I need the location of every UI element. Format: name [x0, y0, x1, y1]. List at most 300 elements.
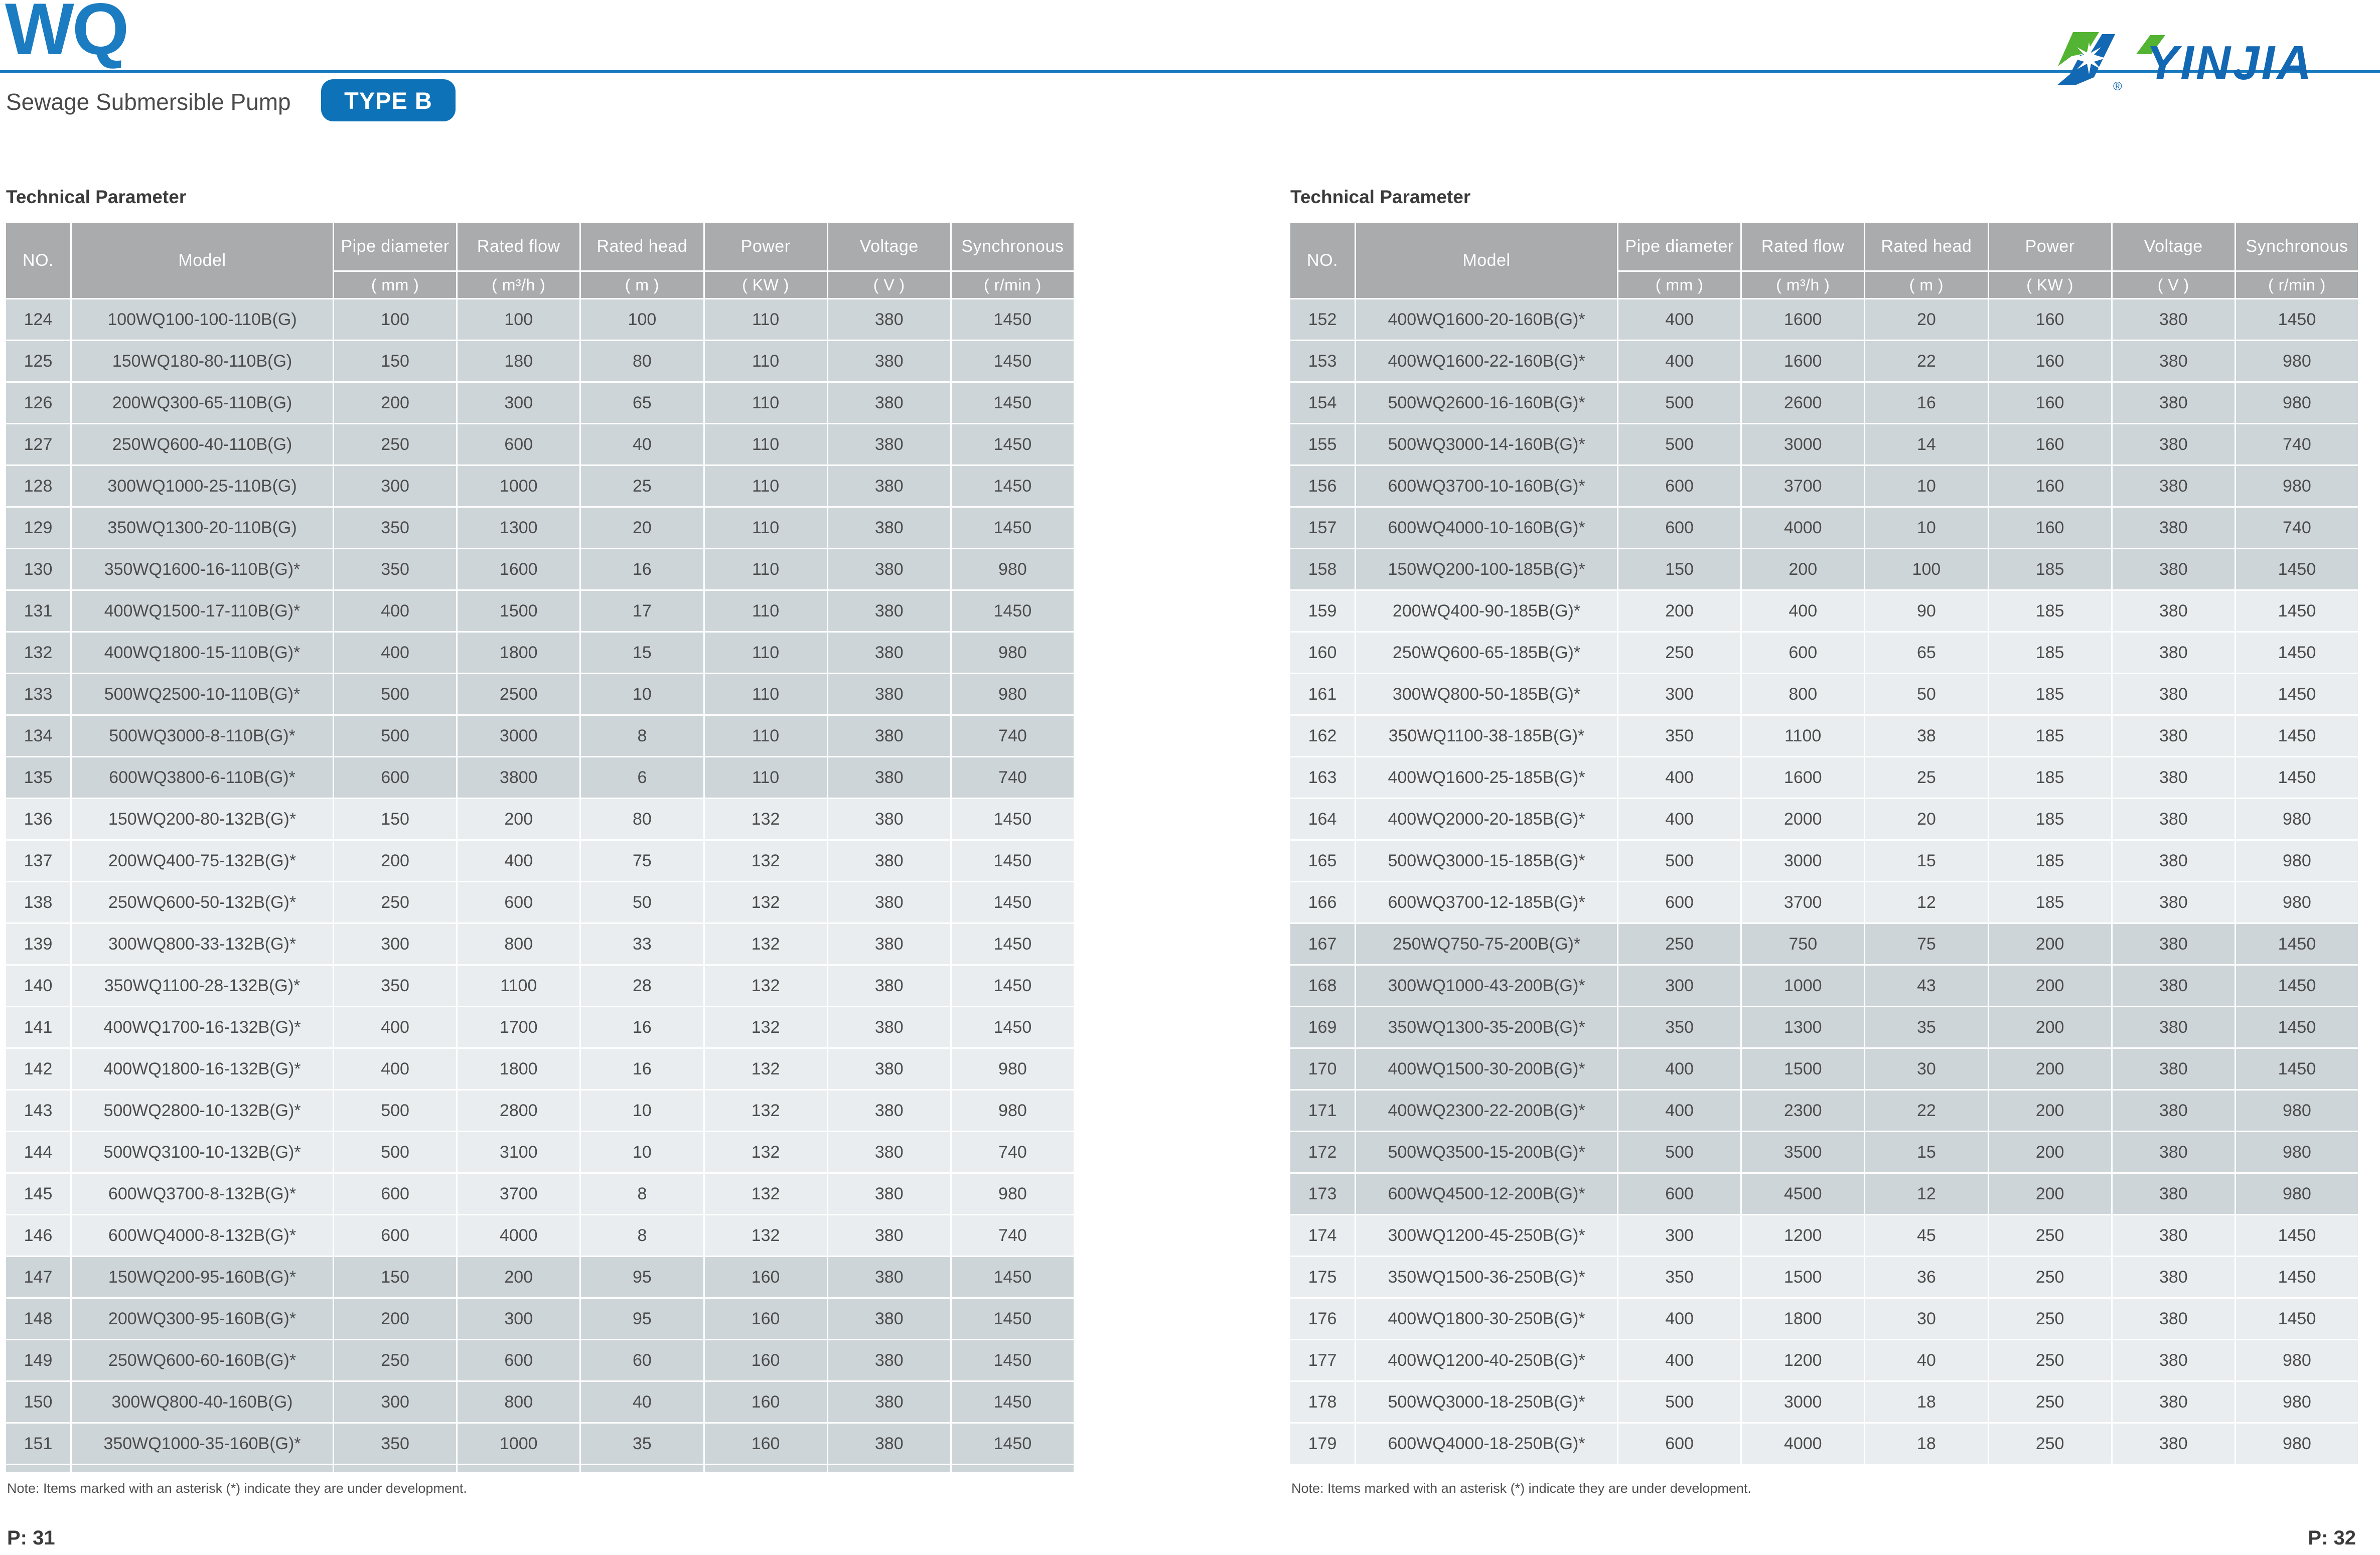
value-cell: 200 — [1989, 966, 2111, 1006]
value-cell: 980 — [952, 633, 1074, 673]
model-cell: 250WQ600-65-185B(G)* — [1356, 633, 1617, 673]
model-cell: 300WQ1000-43-200B(G)* — [1356, 966, 1617, 1006]
row-number-cell: 138 — [6, 882, 70, 922]
row-number-cell: 127 — [6, 424, 70, 464]
row-number-cell: 141 — [6, 1007, 70, 1047]
model-cell: 350WQ1300-35-200B(G)* — [1356, 1007, 1617, 1047]
value-cell: 300 — [458, 1299, 579, 1339]
value-cell: 22 — [1865, 341, 1987, 381]
value-cell: 400 — [1742, 591, 1864, 631]
row-number-cell: 134 — [6, 716, 70, 756]
value-cell: 200 — [334, 383, 456, 423]
row-number-cell: 172 — [1290, 1132, 1355, 1172]
value-cell: 380 — [2113, 674, 2235, 714]
value-cell: 10 — [581, 674, 703, 714]
value-cell: 380 — [2113, 591, 2235, 631]
value-cell: 1200 — [1742, 1340, 1864, 1380]
value-cell: 2500 — [458, 674, 579, 714]
col-header-power: Power — [1989, 223, 2111, 270]
value-cell: 3000 — [1742, 1382, 1864, 1422]
value-cell: 400 — [458, 841, 579, 881]
model-cell: 150WQ180-80-110B(G) — [72, 341, 333, 381]
value-cell: 400 — [1618, 757, 1740, 798]
value-cell: 1450 — [952, 424, 1074, 464]
value-cell: 185 — [1989, 716, 2111, 756]
value-cell: 95 — [581, 1299, 703, 1339]
row-number-cell: 158 — [1290, 549, 1355, 589]
value-cell: 300 — [334, 1382, 456, 1422]
value-cell: 350 — [1618, 1257, 1740, 1297]
row-number-cell: 178 — [1290, 1382, 1355, 1422]
value-cell: 380 — [828, 1091, 950, 1131]
row-number-cell: 148 — [6, 1299, 70, 1339]
value-cell: 400 — [1618, 299, 1740, 340]
value-cell: 110 — [705, 757, 827, 798]
value-cell: 740 — [952, 757, 1074, 798]
row-number-cell: 174 — [1290, 1215, 1355, 1256]
value-cell: 300 — [334, 924, 456, 964]
model-cell: 400WQ2300-22-200B(G)* — [1356, 1091, 1617, 1131]
row-number-cell: 144 — [6, 1132, 70, 1172]
value-cell: 35 — [1865, 1007, 1987, 1047]
value-cell: 3500 — [1742, 1132, 1864, 1172]
row-number-cell: 179 — [1290, 1424, 1355, 1464]
model-cell: 150WQ200-100-185B(G)* — [1356, 549, 1617, 589]
value-cell: 28 — [581, 966, 703, 1006]
value-cell: 132 — [705, 924, 827, 964]
value-cell: 185 — [1989, 882, 2111, 922]
value-cell: 380 — [2113, 383, 2235, 423]
value-cell: 20 — [581, 508, 703, 548]
registered-mark: ® — [2113, 80, 2122, 93]
value-cell: 1600 — [1742, 341, 1864, 381]
row-number-cell: 169 — [1290, 1007, 1355, 1047]
value-cell: 40 — [581, 424, 703, 464]
model-cell: 350WQ1000-35-160B(G)* — [72, 1424, 333, 1464]
value-cell: 500 — [334, 1132, 456, 1172]
value-cell: 1450 — [952, 1299, 1074, 1339]
row-number-cell: 160 — [1290, 633, 1355, 673]
value-cell: 150 — [334, 341, 456, 381]
row-number-cell: 171 — [1290, 1091, 1355, 1131]
value-cell: 380 — [2113, 1049, 2235, 1089]
value-cell: 185 — [1989, 549, 2111, 589]
value-cell: 380 — [2113, 341, 2235, 381]
clipped-row-cell — [458, 1465, 579, 1472]
value-cell: 10 — [581, 1091, 703, 1131]
value-cell: 1450 — [2236, 1007, 2358, 1047]
value-cell: 185 — [1989, 591, 2111, 631]
value-cell: 380 — [2113, 508, 2235, 548]
row-number-cell: 128 — [6, 466, 70, 506]
value-cell: 185 — [1989, 841, 2111, 881]
value-cell: 3000 — [1742, 424, 1864, 464]
value-cell: 12 — [1865, 1174, 1987, 1214]
value-cell: 132 — [705, 1215, 827, 1256]
right-section — [1290, 187, 2358, 1464]
value-cell: 980 — [952, 1174, 1074, 1214]
value-cell: 300 — [1618, 966, 1740, 1006]
value-cell: 380 — [2113, 1257, 2235, 1297]
value-cell: 500 — [1618, 841, 1740, 881]
model-cell: 500WQ2800-10-132B(G)* — [72, 1091, 333, 1131]
value-cell: 380 — [2113, 716, 2235, 756]
page-subtitle: Sewage Submersible Pump — [6, 89, 291, 115]
value-cell: 380 — [2113, 1091, 2235, 1131]
value-cell: 110 — [705, 633, 827, 673]
value-cell: 350 — [334, 966, 456, 1006]
value-cell: 1450 — [2236, 924, 2358, 964]
value-cell: 160 — [705, 1299, 827, 1339]
value-cell: 250 — [1989, 1215, 2111, 1256]
model-cell: 600WQ4500-12-200B(G)* — [1356, 1174, 1617, 1214]
value-cell: 200 — [1989, 1091, 2111, 1131]
model-cell: 600WQ3700-12-185B(G)* — [1356, 882, 1617, 922]
row-number-cell: 139 — [6, 924, 70, 964]
value-cell: 3000 — [458, 716, 579, 756]
unit-rated-flow: ( m³/h ) — [1742, 272, 1864, 298]
row-number-cell: 143 — [6, 1091, 70, 1131]
row-number-cell: 149 — [6, 1340, 70, 1380]
unit-power: ( KW ) — [1989, 272, 2111, 298]
value-cell: 1100 — [458, 966, 579, 1006]
value-cell: 1600 — [1742, 299, 1864, 340]
page-number: P: 32 — [2308, 1527, 2356, 1549]
model-cell: 300WQ800-40-160B(G) — [72, 1382, 333, 1422]
model-cell: 300WQ800-50-185B(G)* — [1356, 674, 1617, 714]
value-cell: 500 — [1618, 383, 1740, 423]
value-cell: 1450 — [952, 383, 1074, 423]
model-cell: 200WQ400-75-132B(G)* — [72, 841, 333, 881]
model-cell: 500WQ3500-15-200B(G)* — [1356, 1132, 1617, 1172]
parameters-table-right — [1290, 223, 2358, 1464]
value-cell: 380 — [2113, 424, 2235, 464]
value-cell: 380 — [828, 1424, 950, 1464]
value-cell: 35 — [581, 1424, 703, 1464]
value-cell: 160 — [705, 1382, 827, 1422]
value-cell: 200 — [1989, 924, 2111, 964]
value-cell: 380 — [2113, 966, 2235, 1006]
value-cell: 1450 — [2236, 757, 2358, 798]
value-cell: 110 — [705, 549, 827, 589]
value-cell: 1100 — [1742, 716, 1864, 756]
value-cell: 380 — [828, 508, 950, 548]
value-cell: 980 — [2236, 466, 2358, 506]
value-cell: 380 — [2113, 882, 2235, 922]
model-cell: 400WQ1600-22-160B(G)* — [1356, 341, 1617, 381]
row-number-cell: 164 — [1290, 799, 1355, 839]
value-cell: 1450 — [2236, 1049, 2358, 1089]
value-cell: 380 — [2113, 1340, 2235, 1380]
value-cell: 1450 — [952, 1007, 1074, 1047]
value-cell: 380 — [828, 1132, 950, 1172]
value-cell: 20 — [1865, 799, 1987, 839]
clipped-row-cell — [6, 1465, 70, 1472]
value-cell: 980 — [952, 674, 1074, 714]
value-cell: 43 — [1865, 966, 1987, 1006]
value-cell: 600 — [334, 757, 456, 798]
value-cell: 10 — [1865, 508, 1987, 548]
model-cell: 400WQ1800-30-250B(G)* — [1356, 1299, 1617, 1339]
value-cell: 95 — [581, 1257, 703, 1297]
value-cell: 400 — [1618, 1091, 1740, 1131]
value-cell: 380 — [828, 591, 950, 631]
row-number-cell: 145 — [6, 1174, 70, 1214]
value-cell: 500 — [1618, 424, 1740, 464]
unit-pipe-diameter: ( mm ) — [1618, 272, 1740, 298]
value-cell: 600 — [1618, 508, 1740, 548]
footnote: Note: Items marked with an asterisk (*) indicate they are under development. — [7, 1481, 467, 1496]
value-cell: 1450 — [2236, 674, 2358, 714]
value-cell: 350 — [1618, 1007, 1740, 1047]
value-cell: 1500 — [1742, 1257, 1864, 1297]
value-cell: 50 — [1865, 674, 1987, 714]
value-cell: 30 — [1865, 1049, 1987, 1089]
value-cell: 1450 — [2236, 1257, 2358, 1297]
value-cell: 380 — [828, 757, 950, 798]
value-cell: 380 — [2113, 1174, 2235, 1214]
value-cell: 150 — [334, 799, 456, 839]
value-cell: 4500 — [1742, 1174, 1864, 1214]
clipped-row-cell — [334, 1465, 456, 1472]
value-cell: 17 — [581, 591, 703, 631]
value-cell: 1600 — [458, 549, 579, 589]
col-header-synchronous: Synchronous — [2236, 223, 2358, 270]
header-rule — [0, 70, 2380, 73]
value-cell: 2300 — [1742, 1091, 1864, 1131]
value-cell: 3700 — [458, 1174, 579, 1214]
value-cell: 160 — [1989, 508, 2111, 548]
value-cell: 600 — [458, 424, 579, 464]
value-cell: 980 — [2236, 383, 2358, 423]
value-cell: 380 — [828, 924, 950, 964]
value-cell: 10 — [581, 1132, 703, 1172]
col-header-model: Model — [72, 223, 333, 298]
model-cell: 400WQ1500-17-110B(G)* — [72, 591, 333, 631]
value-cell: 16 — [1865, 383, 1987, 423]
value-cell: 740 — [952, 716, 1074, 756]
value-cell: 980 — [2236, 1132, 2358, 1172]
value-cell: 1450 — [952, 299, 1074, 340]
value-cell: 160 — [705, 1424, 827, 1464]
value-cell: 1450 — [2236, 633, 2358, 673]
value-cell: 980 — [2236, 841, 2358, 881]
value-cell: 12 — [1865, 882, 1987, 922]
value-cell: 3800 — [458, 757, 579, 798]
value-cell: 1500 — [1742, 1049, 1864, 1089]
value-cell: 1450 — [952, 341, 1074, 381]
value-cell: 380 — [828, 716, 950, 756]
value-cell: 1450 — [2236, 299, 2358, 340]
value-cell: 350 — [334, 549, 456, 589]
row-number-cell: 165 — [1290, 841, 1355, 881]
row-number-cell: 156 — [1290, 466, 1355, 506]
value-cell: 1450 — [952, 1340, 1074, 1380]
value-cell: 1450 — [952, 882, 1074, 922]
model-cell: 500WQ3000-15-185B(G)* — [1356, 841, 1617, 881]
unit-rated-head: ( m ) — [581, 272, 703, 298]
unit-rated-flow: ( m³/h ) — [458, 272, 579, 298]
row-number-cell: 142 — [6, 1049, 70, 1089]
value-cell: 980 — [952, 1049, 1074, 1089]
value-cell: 8 — [581, 716, 703, 756]
value-cell: 1450 — [2236, 1299, 2358, 1339]
value-cell: 22 — [1865, 1091, 1987, 1131]
model-cell: 600WQ3700-8-132B(G)* — [72, 1174, 333, 1214]
value-cell: 1700 — [458, 1007, 579, 1047]
model-cell: 350WQ1600-16-110B(G)* — [72, 549, 333, 589]
value-cell: 200 — [1989, 1132, 2111, 1172]
value-cell: 380 — [828, 299, 950, 340]
value-cell: 40 — [581, 1382, 703, 1422]
clipped-row-cell — [828, 1465, 950, 1472]
value-cell: 110 — [705, 424, 827, 464]
model-cell: 200WQ400-90-185B(G)* — [1356, 591, 1617, 631]
value-cell: 500 — [334, 1091, 456, 1131]
value-cell: 1450 — [952, 1257, 1074, 1297]
value-cell: 1450 — [952, 841, 1074, 881]
model-cell: 400WQ1700-16-132B(G)* — [72, 1007, 333, 1047]
value-cell: 200 — [1742, 549, 1864, 589]
row-number-cell: 152 — [1290, 299, 1355, 340]
value-cell: 250 — [334, 424, 456, 464]
model-cell: 500WQ2500-10-110B(G)* — [72, 674, 333, 714]
value-cell: 132 — [705, 1091, 827, 1131]
value-cell: 380 — [2113, 299, 2235, 340]
col-header-voltage: Voltage — [828, 223, 950, 270]
value-cell: 380 — [828, 466, 950, 506]
model-cell: 400WQ1800-16-132B(G)* — [72, 1049, 333, 1089]
row-number-cell: 132 — [6, 633, 70, 673]
value-cell: 200 — [334, 1299, 456, 1339]
value-cell: 980 — [952, 549, 1074, 589]
row-number-cell: 135 — [6, 757, 70, 798]
value-cell: 100 — [334, 299, 456, 340]
row-number-cell: 129 — [6, 508, 70, 548]
value-cell: 400 — [334, 1007, 456, 1047]
col-header-rated-flow: Rated flow — [458, 223, 579, 270]
value-cell: 1450 — [2236, 591, 2358, 631]
brand-logo — [2043, 25, 2354, 95]
value-cell: 300 — [458, 383, 579, 423]
value-cell: 33 — [581, 924, 703, 964]
row-number-cell: 131 — [6, 591, 70, 631]
value-cell: 350 — [1618, 716, 1740, 756]
value-cell: 1450 — [2236, 966, 2358, 1006]
model-cell: 300WQ1000-25-110B(G) — [72, 466, 333, 506]
value-cell: 380 — [828, 1340, 950, 1380]
value-cell: 380 — [2113, 841, 2235, 881]
value-cell: 150 — [334, 1257, 456, 1297]
row-number-cell: 159 — [1290, 591, 1355, 631]
value-cell: 250 — [1989, 1424, 2111, 1464]
value-cell: 200 — [334, 841, 456, 881]
model-cell: 600WQ3800-6-110B(G)* — [72, 757, 333, 798]
value-cell: 25 — [1865, 757, 1987, 798]
page-title: WQ — [5, 0, 127, 70]
row-number-cell: 124 — [6, 299, 70, 340]
model-cell: 350WQ1300-20-110B(G) — [72, 508, 333, 548]
value-cell: 380 — [2113, 1007, 2235, 1047]
value-cell: 1000 — [458, 1424, 579, 1464]
value-cell: 110 — [705, 716, 827, 756]
value-cell: 1000 — [458, 466, 579, 506]
value-cell: 380 — [2113, 1132, 2235, 1172]
row-number-cell: 177 — [1290, 1340, 1355, 1380]
value-cell: 1300 — [458, 508, 579, 548]
value-cell: 400 — [334, 633, 456, 673]
value-cell: 200 — [1618, 591, 1740, 631]
value-cell: 160 — [1989, 383, 2111, 423]
section-heading: Technical Parameter — [1290, 187, 1471, 207]
value-cell: 980 — [2236, 1340, 2358, 1380]
model-cell: 600WQ3700-10-160B(G)* — [1356, 466, 1617, 506]
value-cell: 1800 — [458, 1049, 579, 1089]
value-cell: 980 — [2236, 882, 2358, 922]
value-cell: 600 — [1618, 1424, 1740, 1464]
row-number-cell: 176 — [1290, 1299, 1355, 1339]
section-heading: Technical Parameter — [6, 187, 187, 207]
value-cell: 180 — [458, 341, 579, 381]
value-cell: 50 — [581, 882, 703, 922]
row-number-cell: 162 — [1290, 716, 1355, 756]
value-cell: 380 — [828, 1215, 950, 1256]
value-cell: 132 — [705, 799, 827, 839]
value-cell: 380 — [2113, 757, 2235, 798]
row-number-cell: 167 — [1290, 924, 1355, 964]
value-cell: 18 — [1865, 1424, 1987, 1464]
value-cell: 200 — [1989, 1049, 2111, 1089]
model-cell: 400WQ1200-40-250B(G)* — [1356, 1340, 1617, 1380]
clipped-row-cell — [581, 1465, 703, 1472]
value-cell: 800 — [458, 924, 579, 964]
row-number-cell: 136 — [6, 799, 70, 839]
value-cell: 160 — [1989, 466, 2111, 506]
row-number-cell: 155 — [1290, 424, 1355, 464]
clipped-row-cell — [72, 1465, 333, 1472]
value-cell: 160 — [1989, 341, 2111, 381]
value-cell: 800 — [1742, 674, 1864, 714]
row-number-cell: 161 — [1290, 674, 1355, 714]
row-number-cell: 147 — [6, 1257, 70, 1297]
value-cell: 250 — [1989, 1340, 2111, 1380]
unit-rated-head: ( m ) — [1865, 272, 1987, 298]
value-cell: 25 — [581, 466, 703, 506]
value-cell: 400 — [1618, 1299, 1740, 1339]
model-cell: 300WQ1200-45-250B(G)* — [1356, 1215, 1617, 1256]
value-cell: 500 — [334, 716, 456, 756]
value-cell: 160 — [1989, 424, 2111, 464]
value-cell: 80 — [581, 799, 703, 839]
model-cell: 600WQ4000-10-160B(G)* — [1356, 508, 1617, 548]
col-header-rated-flow: Rated flow — [1742, 223, 1864, 270]
model-cell: 400WQ1800-15-110B(G)* — [72, 633, 333, 673]
value-cell: 380 — [2113, 1382, 2235, 1422]
value-cell: 800 — [458, 1382, 579, 1422]
value-cell: 100 — [1865, 549, 1987, 589]
value-cell: 740 — [952, 1132, 1074, 1172]
value-cell: 980 — [2236, 799, 2358, 839]
value-cell: 980 — [2236, 341, 2358, 381]
value-cell: 200 — [1989, 1007, 2111, 1047]
value-cell: 45 — [1865, 1215, 1987, 1256]
value-cell: 400 — [1618, 1340, 1740, 1380]
value-cell: 16 — [581, 1049, 703, 1089]
value-cell: 8 — [581, 1215, 703, 1256]
unit-power: ( KW ) — [705, 272, 827, 298]
page-number: P: 31 — [7, 1527, 55, 1549]
value-cell: 380 — [828, 1382, 950, 1422]
